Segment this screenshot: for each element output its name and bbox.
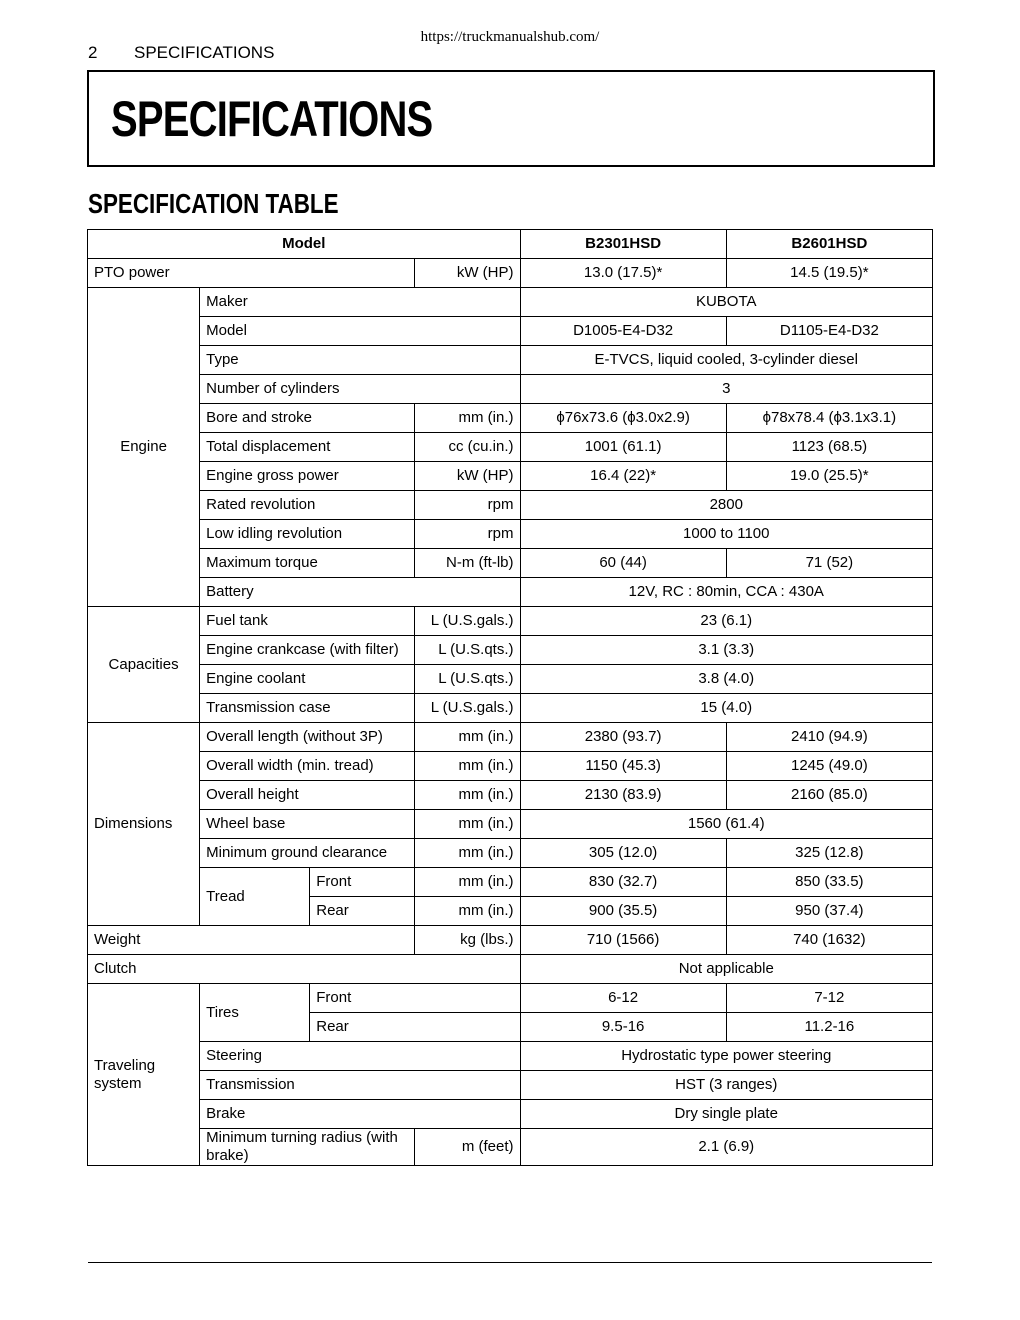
table-row [88, 839, 933, 868]
cell-value: 950 (37.4) [726, 897, 932, 926]
row-unit: N-m (ft-lb) [415, 549, 520, 578]
cell-value: 1000 to 1100 [520, 520, 933, 549]
cell-value: 2410 (94.9) [726, 723, 932, 752]
cell-value: 3 [520, 375, 933, 404]
cell-value: Dry single plate [520, 1100, 933, 1129]
row-label: Total displacement [200, 433, 415, 462]
cell-value: 13.0 (17.5)* [520, 259, 726, 288]
row-label: Transmission [200, 1071, 520, 1100]
group-capacities: Capacities [88, 607, 200, 723]
row-label: Minimum turning radius (with brake) [200, 1129, 415, 1166]
cell-value: 19.0 (25.5)* [726, 462, 932, 491]
source-url: https://truckmanualshub.com/ [420, 29, 600, 45]
row-label: Minimum ground clearance [200, 839, 415, 868]
table-row [88, 578, 933, 607]
cell-value: 23 (6.1) [520, 607, 933, 636]
section-title: SPECIFICATION TABLE [88, 188, 339, 219]
table-row [88, 607, 933, 636]
row-unit: mm (in.) [415, 752, 520, 781]
row-unit: mm (in.) [415, 868, 520, 897]
cell-value: 325 (12.8) [726, 839, 932, 868]
cell-value: 305 (12.0) [520, 839, 726, 868]
table-row [88, 288, 933, 317]
cell-value: 9.5-16 [520, 1013, 726, 1042]
row-unit: kW (HP) [415, 259, 520, 288]
row-unit: mm (in.) [415, 781, 520, 810]
row-label: Overall length (without 3P) [200, 723, 415, 752]
cell-value: 2.1 (6.9) [520, 1129, 933, 1166]
cell-value: 14.5 (19.5)* [726, 259, 932, 288]
table-row [88, 665, 933, 694]
row-label: Model [200, 317, 520, 346]
cell-value: 2800 [520, 491, 933, 520]
row-unit: cc (cu.in.) [415, 433, 520, 462]
footer-divider [88, 1262, 932, 1263]
group-traveling-system: Traveling system [88, 984, 200, 1166]
group-engine: Engine [88, 288, 200, 607]
table-row [88, 781, 933, 810]
row-label: Maker [200, 288, 520, 317]
row-unit: kg (lbs.) [415, 926, 520, 955]
row-label: Engine coolant [200, 665, 415, 694]
row-label: Wheel base [200, 810, 415, 839]
cell-value: 850 (33.5) [726, 868, 932, 897]
row-label: Tires [200, 984, 310, 1042]
cell-value: 60 (44) [520, 549, 726, 578]
cell-value: 1150 (45.3) [520, 752, 726, 781]
table-row [88, 491, 933, 520]
page-header [88, 43, 274, 63]
row-label: Battery [200, 578, 520, 607]
table-row [88, 636, 933, 665]
table-row [88, 752, 933, 781]
cell-value: HST (3 ranges) [520, 1071, 933, 1100]
row-label: PTO power [88, 259, 415, 288]
row-unit: mm (in.) [415, 897, 520, 926]
row-label: Overall width (min. tread) [200, 752, 415, 781]
table-row [88, 1042, 933, 1071]
table-row [88, 1071, 933, 1100]
sub-label: Front [310, 984, 520, 1013]
row-label: Rated revolution [200, 491, 415, 520]
cell-value: 6-12 [520, 984, 726, 1013]
cell-value: 1245 (49.0) [726, 752, 932, 781]
cell-value: ϕ78x78.4 (ϕ3.1x3.1) [726, 404, 932, 433]
sub-label: Rear [310, 1013, 520, 1042]
cell-value: E-TVCS, liquid cooled, 3-cylinder diesel [520, 346, 933, 375]
cell-value: Hydrostatic type power steering [520, 1042, 933, 1071]
title-box [87, 70, 935, 167]
cell-value: ϕ76x73.6 (ϕ3.0x2.9) [520, 404, 726, 433]
row-unit: rpm [415, 491, 520, 520]
row-label: Bore and stroke [200, 404, 415, 433]
cell-value: 12V, RC : 80min, CCA : 430A [520, 578, 933, 607]
header-section: SPECIFICATIONS [134, 43, 275, 62]
specification-table [87, 229, 933, 1166]
table-row [88, 375, 933, 404]
row-label: Transmission case [200, 694, 415, 723]
table-row [88, 694, 933, 723]
row-label: Clutch [88, 955, 521, 984]
cell-value: 16.4 (22)* [520, 462, 726, 491]
table-row [88, 1100, 933, 1129]
cell-value: 1001 (61.1) [520, 433, 726, 462]
table-row [88, 259, 933, 288]
cell-value: 1560 (61.4) [520, 810, 933, 839]
row-unit: rpm [415, 520, 520, 549]
table-row [88, 549, 933, 578]
cell-value: 900 (35.5) [520, 897, 726, 926]
row-unit: L (U.S.gals.) [415, 607, 520, 636]
table-row [88, 723, 933, 752]
cell-value: 1123 (68.5) [726, 433, 932, 462]
header-model-1: B2301HSD [520, 230, 726, 259]
row-label: Brake [200, 1100, 520, 1129]
row-label: Engine crankcase (with filter) [200, 636, 415, 665]
cell-value: 710 (1566) [520, 926, 726, 955]
row-label: Number of cylinders [200, 375, 520, 404]
row-label: Maximum torque [200, 549, 415, 578]
cell-value: 7-12 [726, 984, 932, 1013]
cell-value: 2380 (93.7) [520, 723, 726, 752]
page-number: 2 [88, 43, 98, 62]
table-row [88, 462, 933, 491]
table-row [88, 926, 933, 955]
row-label: Overall height [200, 781, 415, 810]
row-unit: mm (in.) [415, 810, 520, 839]
cell-value: 15 (4.0) [520, 694, 933, 723]
cell-value: 830 (32.7) [520, 868, 726, 897]
row-label: Type [200, 346, 520, 375]
row-unit: mm (in.) [415, 723, 520, 752]
table-row [88, 868, 933, 897]
row-unit: mm (in.) [415, 839, 520, 868]
header-model-2: B2601HSD [726, 230, 932, 259]
row-unit: mm (in.) [415, 404, 520, 433]
cell-value: KUBOTA [520, 288, 933, 317]
group-dimensions: Dimensions [88, 723, 200, 926]
cell-value: 11.2-16 [726, 1013, 932, 1042]
table-row [88, 520, 933, 549]
page-title: SPECIFICATIONS [111, 91, 433, 147]
row-unit: L (U.S.qts.) [415, 636, 520, 665]
row-label: Fuel tank [200, 607, 415, 636]
cell-value: Not applicable [520, 955, 933, 984]
cell-value: 740 (1632) [726, 926, 932, 955]
cell-value: D1005-E4-D32 [520, 317, 726, 346]
cell-value: D1105-E4-D32 [726, 317, 932, 346]
row-unit: kW (HP) [415, 462, 520, 491]
row-label: Steering [200, 1042, 520, 1071]
table-row [88, 984, 933, 1013]
cell-value: 71 (52) [726, 549, 932, 578]
row-unit: m (feet) [415, 1129, 520, 1166]
table-header-row [88, 230, 933, 259]
row-label: Tread [200, 868, 310, 926]
table-row [88, 810, 933, 839]
row-unit: L (U.S.qts.) [415, 665, 520, 694]
table-row [88, 404, 933, 433]
row-unit: L (U.S.gals.) [415, 694, 520, 723]
sub-label: Front [310, 868, 415, 897]
cell-value: 3.8 (4.0) [520, 665, 933, 694]
table-row [88, 1129, 933, 1166]
table-row [88, 317, 933, 346]
header-model: Model [88, 230, 521, 259]
table-row [88, 346, 933, 375]
sub-label: Rear [310, 897, 415, 926]
row-label: Engine gross power [200, 462, 415, 491]
cell-value: 2130 (83.9) [520, 781, 726, 810]
table-row [88, 433, 933, 462]
row-label: Low idling revolution [200, 520, 415, 549]
row-label: Weight [88, 926, 415, 955]
table-row [88, 955, 933, 984]
cell-value: 2160 (85.0) [726, 781, 932, 810]
cell-value: 3.1 (3.3) [520, 636, 933, 665]
